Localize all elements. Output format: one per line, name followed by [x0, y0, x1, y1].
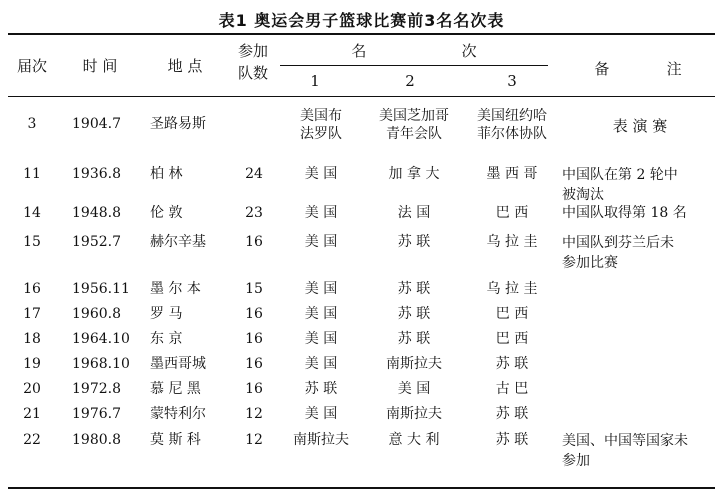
cell-session: 18 [23, 331, 41, 347]
bottom-rule [8, 487, 715, 489]
cell-time: 1964.10 [72, 331, 130, 347]
cell-session: 15 [23, 234, 41, 250]
cell-place: 慕 尼 黑 [150, 381, 201, 397]
cell-second: 苏 联 [397, 331, 431, 347]
cell-third: 乌 拉 圭 [486, 234, 538, 250]
cell-place: 圣路易斯 [150, 116, 206, 132]
cell-session: 14 [23, 205, 41, 221]
cell-second: 法 国 [397, 205, 431, 221]
cell-second: 加 拿 大 [388, 166, 440, 182]
cell-time: 1980.8 [72, 432, 121, 448]
cell-first: 美 国 [304, 356, 338, 372]
cell-first: 美 国 [304, 306, 338, 322]
cell-third: 苏 联 [495, 406, 529, 422]
header-time: 时 间 [82, 57, 118, 75]
cell-teams: 24 [245, 166, 263, 182]
cell-first: 苏 联 [304, 381, 338, 397]
cell-time: 1960.8 [72, 306, 121, 322]
cell-second: 美国芝加哥 青年会队 [379, 108, 449, 142]
cell-third: 巴 西 [495, 331, 529, 347]
cell-session: 17 [23, 306, 41, 322]
cell-place: 伦 敦 [150, 205, 183, 221]
cell-first: 美 国 [304, 331, 338, 347]
cell-first: 美 国 [304, 406, 338, 422]
cell-place: 柏 林 [150, 166, 183, 182]
cell-third: 墨 西 哥 [486, 166, 538, 182]
cell-first: 美国布 法罗队 [300, 108, 342, 142]
header-session: 届次 [16, 57, 47, 75]
table-title: 表1 奥运会男子篮球比赛前3名名次表 [218, 11, 505, 30]
header-rule [8, 96, 715, 97]
cell-session: 3 [27, 116, 37, 132]
header-rank-3: 3 [507, 72, 517, 90]
cell-third: 苏 联 [495, 356, 529, 372]
header-rank-1: 1 [310, 72, 320, 90]
cell-teams: 16 [245, 331, 263, 347]
cell-third: 乌 拉 圭 [486, 281, 538, 297]
cell-session: 16 [23, 281, 41, 297]
cell-time: 1948.8 [72, 205, 121, 221]
cell-teams: 16 [245, 234, 263, 250]
cell-time: 1972.8 [72, 381, 121, 397]
header-teams: 参加 队数 [237, 42, 268, 82]
cell-place: 东 京 [150, 331, 183, 347]
cell-place: 墨 尔 本 [150, 281, 201, 297]
cell-session: 22 [23, 432, 41, 448]
cell-remarks: 美国、中国等国家未 参加 [562, 433, 688, 469]
cell-teams: 23 [245, 205, 263, 221]
cell-third: 巴 西 [495, 205, 529, 221]
cell-remarks: 中国队到芬兰后未 参加比赛 [562, 235, 674, 271]
cell-place: 莫 斯 科 [150, 432, 201, 448]
cell-time: 1936.8 [72, 166, 121, 182]
cell-session: 11 [23, 166, 41, 182]
cell-time: 1976.7 [72, 406, 121, 422]
cell-third: 巴 西 [495, 306, 529, 322]
cell-first: 美 国 [304, 281, 338, 297]
cell-remarks: 表 演 赛 [612, 117, 668, 135]
header-rank-2: 2 [405, 72, 415, 90]
header-rank: 名 次 [351, 42, 477, 60]
cell-place: 赫尔辛基 [150, 234, 206, 250]
cell-session: 21 [23, 406, 41, 422]
cell-remarks: 中国队取得第 18 名 [562, 205, 687, 221]
cell-first: 南斯拉夫 [293, 432, 349, 448]
cell-remarks: 中国队在第 2 轮中 被淘汰 [562, 167, 678, 203]
cell-second: 苏 联 [397, 281, 431, 297]
top-rule [8, 33, 715, 35]
cell-session: 19 [23, 356, 41, 372]
cell-teams: 16 [245, 306, 263, 322]
cell-second: 南斯拉夫 [386, 356, 442, 372]
cell-third: 美国纽约哈 菲尔体协队 [477, 108, 547, 142]
cell-third: 苏 联 [495, 432, 529, 448]
rank-subheader-rule [280, 65, 548, 66]
cell-teams: 12 [245, 432, 263, 448]
cell-first: 美 国 [304, 234, 338, 250]
header-place: 地 点 [167, 57, 203, 75]
cell-first: 美 国 [304, 205, 338, 221]
cell-time: 1968.10 [72, 356, 130, 372]
cell-time: 1904.7 [72, 116, 121, 132]
cell-second: 意 大 利 [388, 432, 440, 448]
cell-third: 古 巴 [495, 381, 529, 397]
cell-second: 苏 联 [397, 306, 431, 322]
cell-teams: 16 [245, 381, 263, 397]
cell-place: 墨西哥城 [150, 356, 206, 372]
cell-time: 1952.7 [72, 234, 121, 250]
cell-teams: 16 [245, 356, 263, 372]
cell-place: 蒙特利尔 [150, 406, 206, 422]
cell-teams: 12 [245, 406, 263, 422]
header-remarks: 备 注 [594, 60, 682, 78]
cell-second: 南斯拉夫 [386, 406, 442, 422]
cell-teams: 15 [245, 281, 263, 297]
cell-place: 罗 马 [150, 306, 183, 322]
cell-second: 美 国 [397, 381, 431, 397]
cell-second: 苏 联 [397, 234, 431, 250]
cell-session: 20 [23, 381, 41, 397]
cell-first: 美 国 [304, 166, 338, 182]
cell-time: 1956.11 [72, 281, 130, 297]
